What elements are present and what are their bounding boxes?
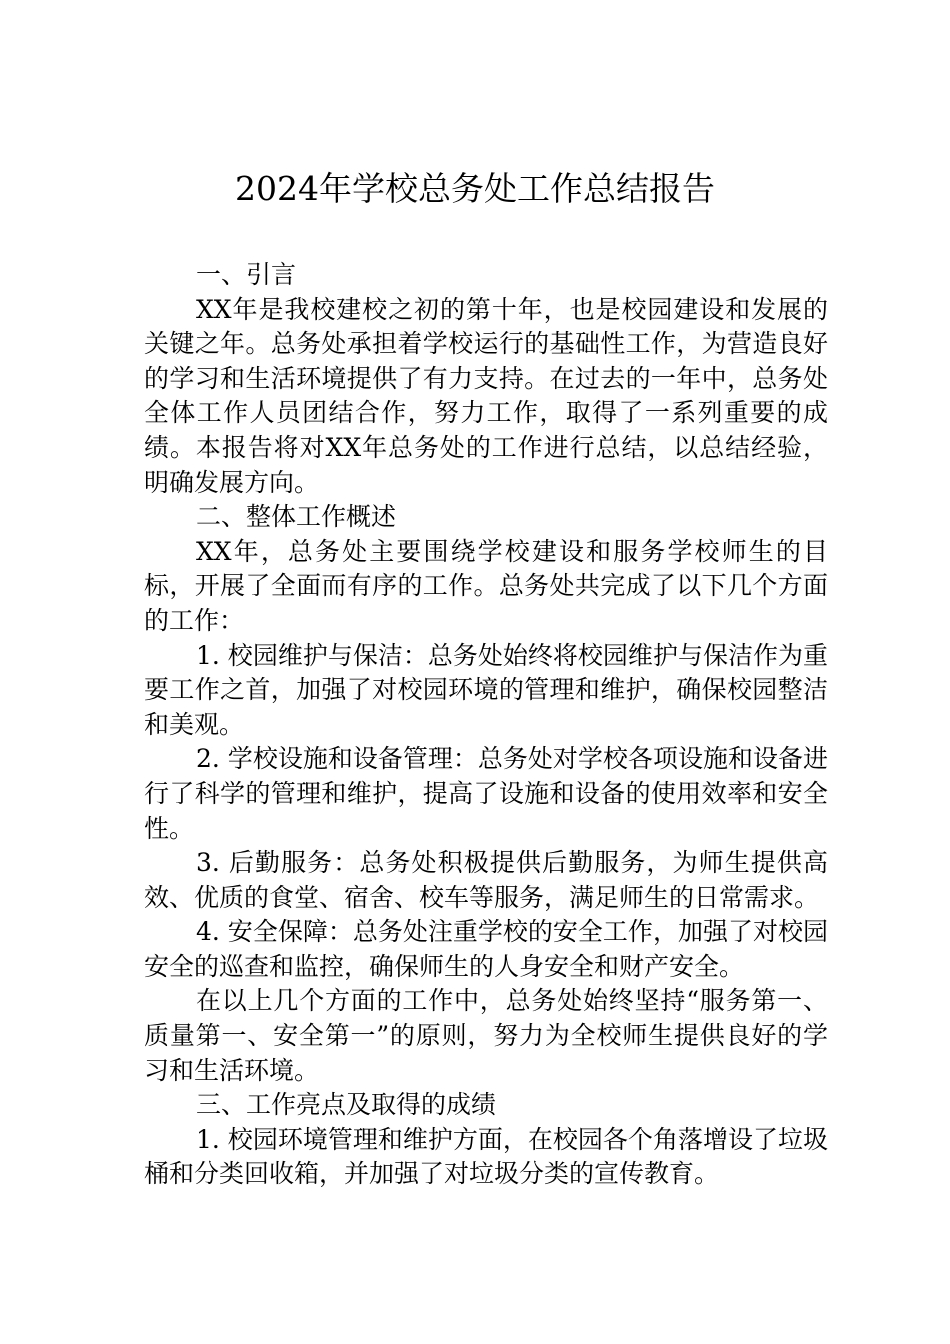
section-heading-overview: 二、整体工作概述 (196, 502, 397, 532)
document-body (144, 258, 828, 1192)
section-heading-intro: 一、引言 (196, 260, 297, 289)
document-title: 2024年学校总务处工作总结报告 (235, 169, 715, 208)
section-heading-highlights: 三、工作亮点及取得的成绩 (196, 1090, 497, 1120)
list-item-logistics: 3. 后勤服务：总务处积极提供后勤服务，为师生提供高效、优质的食堂、宿舍、校车等服务，满足师生的日常需求。 (144, 848, 828, 912)
paragraph-principle: 在以上几个方面的工作中，总务处始终坚持“服务第一、质量第一、安全第一”的原则，努力为全校师生提供良好的学习和生活环境。 (144, 986, 828, 1085)
list-item-campus-maintenance: 1. 校园维护与保洁：总务处始终将校园维护与保洁作为重要工作之首，加强了对校园环境的管理和维护，确保校园整洁和美观。 (144, 640, 828, 739)
list-item-safety: 4. 安全保障：总务处注重学校的安全工作，加强了对校园安全的巡查和监控，确保师生的人身安全和财产安全。 (144, 917, 828, 981)
list-item-environment: 1. 校园环境管理和维护方面，在校园各个角落增设了垃圾桶和分类回收箱，并加强了对垃圾分类的宣传教育。 (144, 1124, 828, 1189)
paragraph-intro: XX年是我校建校之初的第十年，也是校园建设和发展的关键之年。总务处承担着学校运行的基础性工作，为营造良好的学习和生活环境提供了有力支持。在过去的一年中，总务处全体工作人员团结合作，努力工作，取得了一系列重要的成绩。本报告将对XX年总务处的工作进行总结，以总结经验，明确发展方向。 (144, 294, 828, 497)
list-item-facility-management: 2. 学校设施和设备管理：总务处对学校各项设施和设备进行了科学的管理和维护，提高了设施和设备的使用效率和安全性。 (144, 744, 828, 843)
paragraph-overview: XX年，总务处主要围绕学校建设和服务学校师生的目标，开展了全面而有序的工作。总务处共完成了以下几个方面的工作： (144, 536, 828, 635)
